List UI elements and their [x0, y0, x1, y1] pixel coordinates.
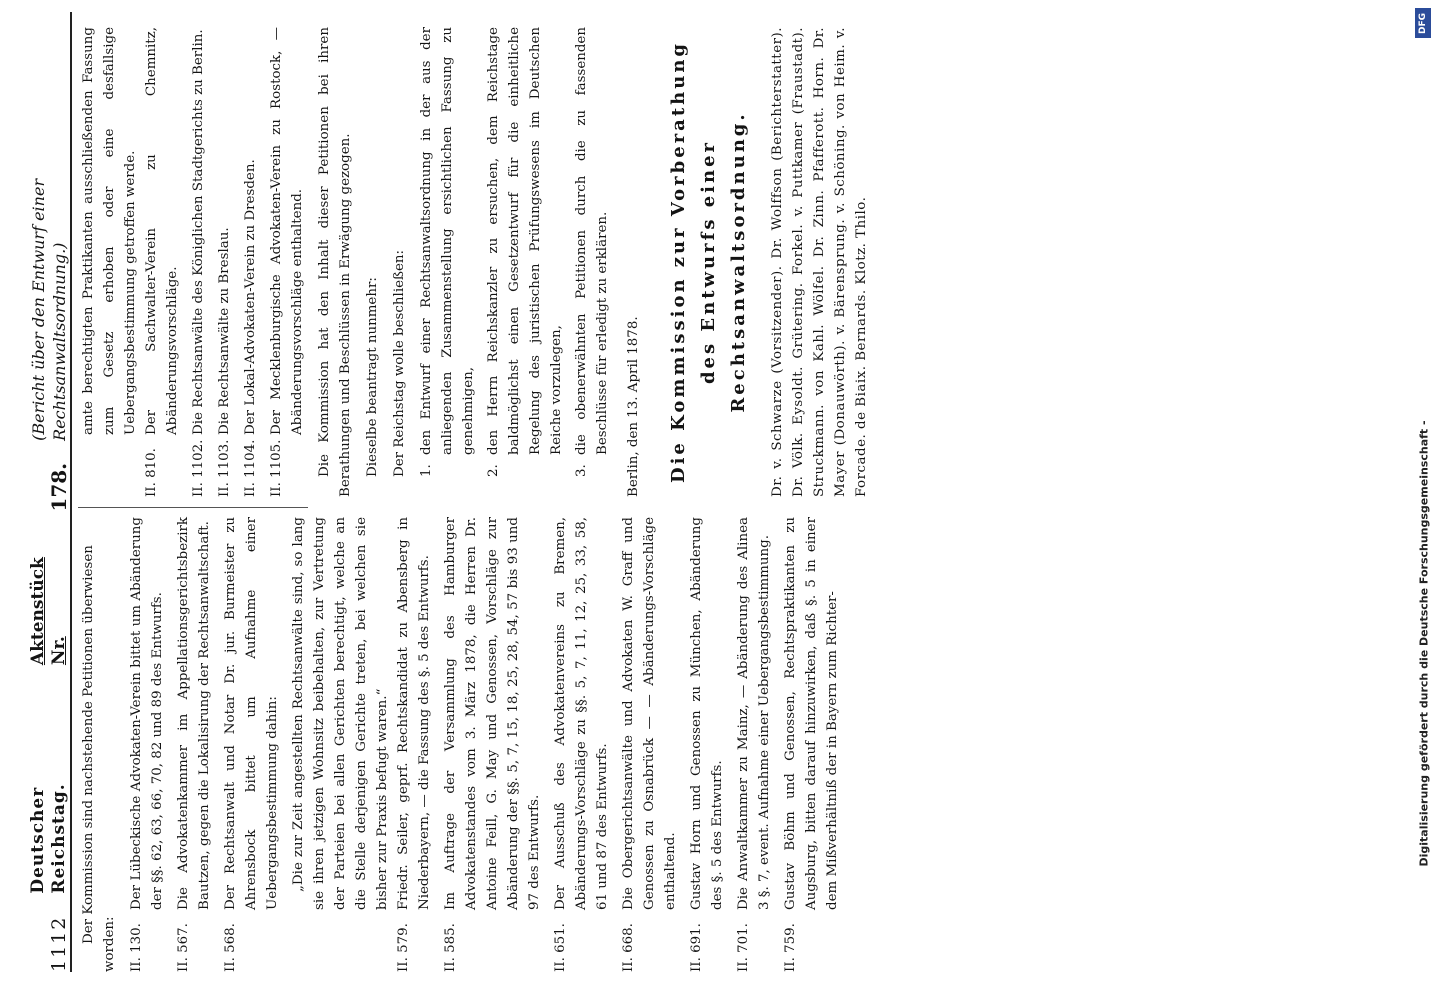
petition-entry [686, 517, 728, 972]
date-line: Berlin, den 13. April 1878. [626, 316, 641, 497]
intro-text: Der Kommission sind nachstehende Petitionen überwiesen worden: [81, 545, 117, 972]
petition-entry [214, 27, 235, 497]
document-number: 178. [47, 462, 71, 512]
petition-ref: II. 567. [176, 923, 191, 972]
motion-list [416, 27, 613, 497]
petition-text: Die Advokatenkammer im Appellationsgerichtsbezirk Bautzen, gegen die Lokalisirung der Rechtsanwaltschaft. [176, 517, 212, 910]
petition-text: Gustav Horn und Genossen zu München, Abänderung des §. 5 des Entwurfs. [689, 517, 725, 910]
petition-entry [618, 517, 681, 972]
petition-text: Die Rechtsanwälte zu Breslau. [217, 227, 232, 435]
motion-number: 3. [574, 464, 589, 477]
petition-entry [240, 27, 261, 497]
dfg-logo: DFG [1415, 8, 1431, 38]
continuation-text: amte berechtigten Praktikanten ausschließenden Fassung zum Gesetz erhoben oder eine desfallsige Uebergangsbestimmung getroffen werde. [81, 27, 138, 435]
motion-number: 2. [486, 464, 501, 477]
digitization-sidebar [1414, 0, 1432, 1000]
commission-paragraph: Die Kommission hat den Inhalt dieser Petitionen bei ihren Berathungen und Beschlüssen in Erwägung gezogen. [317, 27, 353, 497]
petition-entry [126, 517, 168, 972]
petition-ref: II. 759. [783, 923, 798, 972]
petition-quote: „Die zur Zeit angestellten Rechtsanwälte sind, so lang sie ihren jetzigen Wohnsitz beibehalten, zur Vertretung der Parteien bei allen Gerichten berechtigt, welche an die Stelle derjenigen Gerichte treten, bei welchen sie bisher zur Praxis befugt waren.“ [291, 517, 390, 910]
page-header [30, 12, 72, 972]
document-page [12, 2, 912, 992]
petition-ref: II. 701. [736, 923, 751, 972]
petition-entry [173, 517, 215, 972]
petition-ref: II. 568. [223, 923, 238, 972]
petition-ref: II. 651. [553, 923, 568, 972]
petition-ref: II. 810. [144, 448, 159, 497]
petition-entry [266, 27, 308, 497]
petition-ref: II. 1102. [191, 439, 206, 497]
petition-text: Gustav Böhm und Genossen, Rechtspraktikanten zu Augsburg, bitten darauf hinzuwirken, daß §. 5 in einer dem Mißverhältniß der in Bayern zum Richter- [783, 517, 840, 910]
motion-item [483, 27, 567, 477]
petition-entry [188, 27, 209, 497]
petition-text: Der Lokal-Advokaten-Verein zu Dresden. [243, 159, 258, 435]
petition-ref: II. 1105. [269, 439, 284, 497]
petition-ref: II. 130. [129, 923, 144, 972]
commission-title: Die Kommission zur Vorberathung des Entwurfs einer Rechtsanwaltsordnung. [668, 40, 749, 484]
page-number: 1112 [48, 915, 70, 972]
petition-entry [141, 27, 183, 497]
digitization-credit: Digitalisierung gefördert durch die Deutsche Forschungsgemeinschaft - [1417, 420, 1431, 867]
petition-text: Der Mecklenburgische Advokaten-Verein zu Rostock, — Abänderungsvorschläge enthaltend. [269, 27, 305, 435]
petition-text: Der Rechtsanwalt und Notar Dr. jur. Burmeister zu Ahrensbock bittet um Aufnahme einer Uebergangsbestimmung dahin: [223, 517, 280, 910]
aktenstueck-label: Aktenstück Nr. [28, 557, 69, 666]
petition-text: Die Obergerichtsanwälte und Advokaten W. Graff und Genossen zu Osnabrück — — Abänderungs-Vorschläge enthaltend. [621, 517, 678, 910]
left-column [78, 517, 848, 972]
motion-text: die obenerwähnten Petitionen durch die zu fassenden Beschlüsse für erledigt zu erklären. [574, 27, 610, 455]
petition-entry [780, 517, 843, 972]
petition-ref: II. 585. [443, 923, 458, 972]
petition-entry [393, 517, 435, 972]
motion-text: den Entwurf einer Rechtsanwaltsordnung in der aus der anliegenden Zusammenstellung ersichtlichen Fassung zu genehmigen, [419, 27, 476, 455]
petition-text: Die Rechtsanwälte des Königlichen Stadtgerichts zu Berlin. [191, 29, 206, 435]
petition-entry [440, 517, 545, 972]
petition-ref: II. 1104. [243, 439, 258, 497]
petition-text: Im Auftrage der Versammlung des Hamburger Advokatenstandes vom 3. März 1878, die Herren Dr. Antoine Feill, G. May und Genossen, Vorschläge zur Abänderung der §§. 5, 7, 15, 18, 25, 28, 54, 57 bis 93 und 97 des Entwurfs. [443, 517, 542, 910]
right-column [78, 27, 886, 497]
petition-ref: II. 691. [689, 923, 704, 972]
header-subtitle: (Bericht über den Entwurf einer Rechtsanwaltsordnung.) [29, 178, 69, 441]
petition-entry [550, 517, 613, 972]
petition-ref: II. 668. [621, 923, 636, 972]
petition-entry [733, 517, 775, 972]
petition-entry [220, 517, 283, 972]
motion-item [416, 27, 479, 477]
petition-ref: II. 1103. [217, 439, 232, 497]
publication-title: Deutscher Reichstag. [28, 783, 69, 894]
commission-paragraph: Dieselbe beantragt nunmehr: [365, 277, 380, 477]
petition-text: Der Lübeckische Advokaten-Verein bittet um Abänderung der §§. 62, 63, 66, 70, 82 und 89 des Entwurfs. [129, 517, 165, 910]
petition-text: Die Anwaltkammer zu Mainz, — Abänderung des Alinea 3 §. 7, event. Aufnahme einer Uebergangsbestimmung. [736, 517, 772, 910]
motion-text: den Herrn Reichskanzler zu ersuchen, dem Reichstage baldmöglichst einen Gesetzentwurf für die einheitliche Regelung des juristischen Prüfungswesens im Deutschen Reiche vorzulegen, [486, 27, 564, 455]
motion-item [571, 27, 613, 477]
petition-ref: II. 579. [396, 923, 411, 972]
petition-text: Der Ausschuß des Advokatenvereins zu Bremen, Abänderungs-Vorschläge zu §§. 5, 7, 11, 12, 25, 33, 58, 61 und 87 des Entwurfs. [553, 517, 610, 910]
motion-number: 1. [419, 464, 434, 477]
column-divider [78, 507, 308, 508]
petition-text: Friedr. Seiler, geprf. Rechtskandidat zu Abensberg in Niederbayern, — die Fassung des §. 5 des Entwurfs. [396, 517, 432, 910]
petition-text: Der Sachwalter-Verein zu Chemnitz, Abänderungsvorschläge. [144, 27, 180, 435]
commission-members: Dr. v. Schwarze (Vorsitzender). Dr. Wolffson (Berichterstatter). Dr. Völk. Eysoldt. Grütering. Forkel. v. Puttkamer (Fraustadt). Struckmann. von Kahl. Wölfel. Dr. Zinn. Pfafferott. Horn. Dr. Mayer (Donauwörth). v. Bärensprung. v. Schöning. von Heim. v. Forcade. de Biaix. Bernards. Klotz. Thilo. [770, 27, 870, 497]
commission-paragraph: Der Reichstag wolle beschließen: [392, 249, 407, 477]
